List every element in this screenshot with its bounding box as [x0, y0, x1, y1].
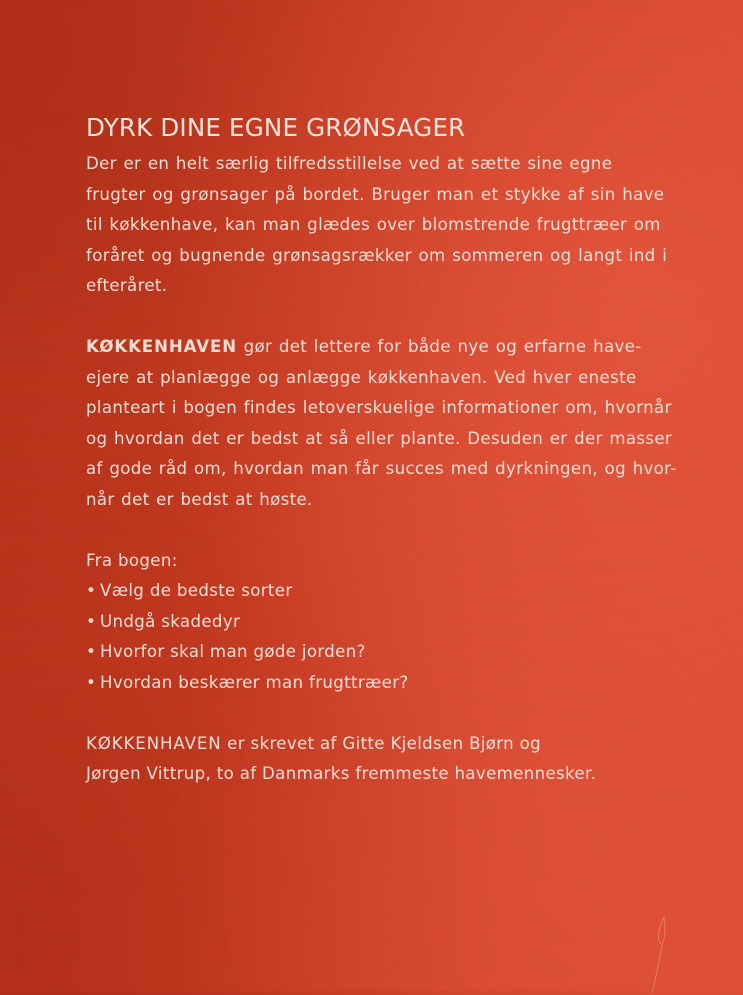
paragraph-line: af gode råd om, hvordan man får succes med dyrkningen, og hvor- [86, 459, 677, 479]
list-item-text: Hvordan beskærer man frugttræer? [100, 672, 409, 692]
list-intro: Fra bogen: [86, 550, 178, 570]
bullet-icon: • [86, 581, 97, 601]
author-credit [86, 729, 718, 790]
list-item-text: Undgå skadedyr [100, 611, 241, 631]
cover-text-block [86, 112, 718, 790]
bullet-icon: • [86, 642, 97, 662]
paragraph-line [86, 332, 718, 363]
list-item [86, 637, 718, 668]
paragraph-line: efteråret. [86, 276, 168, 296]
spacer [86, 699, 718, 729]
list-item [86, 668, 718, 699]
bullet-list [86, 576, 718, 698]
paragraph-line: og hvordan det er bedst at så eller plante. Desuden er der masser [86, 428, 673, 448]
intro-paragraph [86, 149, 718, 302]
paragraph-line: når det er bedst at høste. [86, 489, 313, 509]
paragraph-text: gør det lettere for både nye og erfarne have- [237, 336, 642, 356]
credit-line [86, 729, 718, 760]
paragraph-line: til køkkenhave, kan man glædes over blomstrende frugttræer om [86, 215, 661, 235]
book-title: KØKKENHAVEN [86, 733, 222, 753]
credit-text: er skrevet af Gitte Kjeldsen Bjørn og [221, 733, 542, 753]
list-item [86, 576, 718, 607]
description-paragraph [86, 332, 718, 516]
spacer [86, 302, 718, 332]
feature-list [86, 546, 718, 699]
paragraph-line: ejere at planlægge og anlægge køkkenhaven. Ved hver eneste [86, 367, 637, 387]
paragraph-line: Der er en helt særlig tilfredsstillelse ved at sætte sine egne [86, 154, 613, 173]
paragraph-line: frugter og grønsager på bordet. Bruger man et stykke af sin have [86, 184, 665, 204]
list-item-text: Vælg de bedste sorter [100, 581, 293, 601]
spacer [86, 516, 718, 546]
list-item-text: Hvorfor skal man gøde jorden? [100, 642, 366, 662]
bullet-icon: • [86, 672, 97, 692]
heading: DYRK DINE EGNE GRØNSAGER [86, 113, 466, 142]
paragraph-line: foråret og bugnende grønsagsrækker om sommeren og langt ind i [86, 245, 668, 265]
list-item [86, 607, 718, 638]
credit-line: Jørgen Vittrup, to af Danmarks fremmeste havemennesker. [86, 764, 597, 784]
paragraph-line: planteart i bogen findes letoverskuelige informationer om, hvornår [86, 398, 672, 418]
bullet-icon: • [86, 611, 97, 631]
book-title: KØKKENHAVEN [86, 336, 238, 356]
scratch-mark-icon [650, 915, 670, 995]
